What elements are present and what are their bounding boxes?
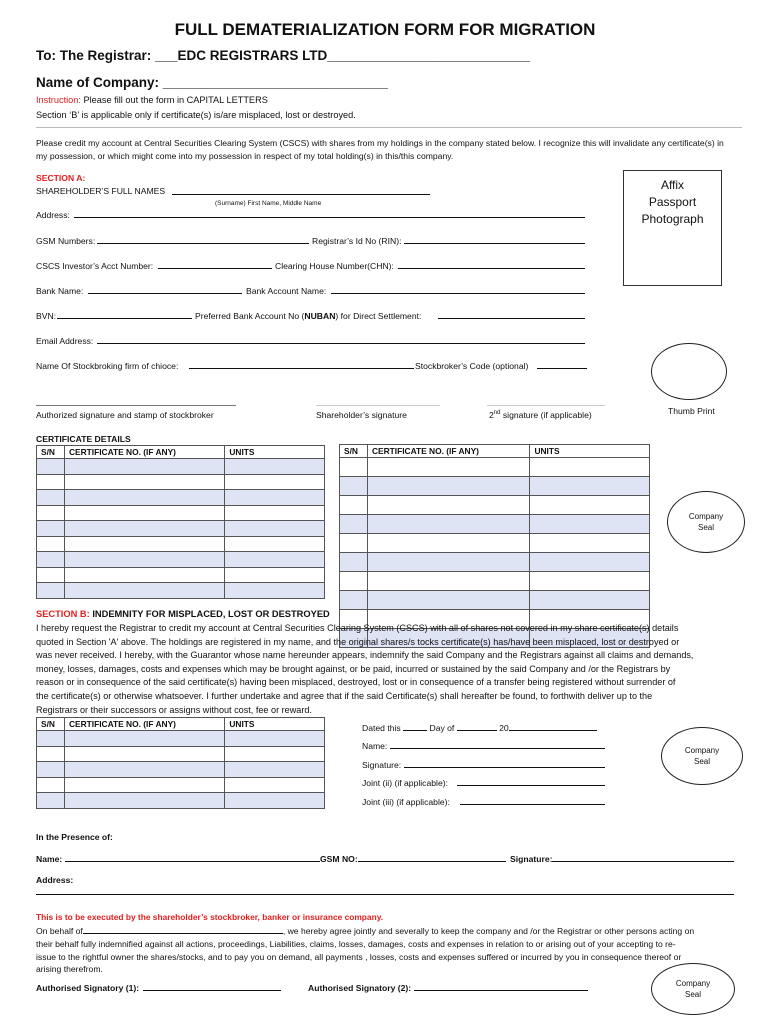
section-b-line: was never received. I hereby, with the Guarantor whose name hereunder appears, indemnify the said Company and the Registrars against all claims and demands, (36, 650, 694, 661)
on-behalf-field[interactable] (83, 924, 283, 934)
second-signature-line[interactable] (487, 405, 605, 406)
table-row[interactable] (37, 777, 325, 793)
seal-line-1: Company (675, 979, 711, 988)
table-row[interactable] (340, 458, 650, 477)
col-certificate-no: CERTIFICATE NO. (IF ANY) (367, 445, 529, 458)
stockbroker-note-line: their behalf fully indemnified against all actions, proceedings, Liabilities, claims, losses, damages, costs and expenses in relation to or arising out of your accepting to re- (36, 938, 676, 949)
section-b-line: I hereby request the Registrar to credit my account at Central Securities Clearing System (CSCS) with all of shares not covered in my share certificate(s) details (36, 623, 679, 633)
instruction-line (36, 95, 268, 105)
photo-line-1: Affix (660, 178, 685, 192)
nuban-bold: NUBAN (304, 311, 336, 321)
table-row[interactable] (340, 534, 650, 553)
presence-gsm-label: GSM NO: (320, 854, 358, 864)
table-row[interactable] (340, 553, 650, 572)
dated-line (362, 721, 597, 733)
presence-name-field[interactable] (65, 852, 320, 862)
on-behalf-label: On behalf of (36, 926, 83, 936)
table-header (37, 718, 325, 731)
photo-line-2: Passport (648, 195, 697, 209)
registrar-line (36, 48, 530, 63)
stockbroker-note-line: issue to the rightful owner the shares/stocks, and to pay you on demand, all payments , losses, costs and expenses suffered or incurred by you in consequence thereof or (36, 951, 682, 962)
registrar-label: To: The Registrar: (36, 48, 152, 63)
company-line (36, 75, 388, 90)
table-row[interactable] (37, 731, 325, 747)
presence-signature-field[interactable] (552, 852, 734, 862)
second-signature-label (489, 410, 592, 420)
col-units: UNITS (530, 445, 650, 458)
col-units: UNITS (225, 718, 325, 731)
presence-name-label: Name: (36, 854, 63, 864)
nuban-pre: Preferred Bank Account No ( (195, 311, 305, 321)
chn-label: Clearing House Number(CHN): (275, 261, 394, 271)
section-a-heading: SECTION A: (36, 173, 86, 183)
bank-name-field[interactable] (88, 284, 242, 294)
bank-account-field[interactable] (331, 284, 585, 294)
bvn-field[interactable] (57, 309, 192, 319)
thumbprint-oval[interactable] (651, 343, 727, 400)
certificate-table-right (339, 444, 650, 648)
table-row[interactable] (37, 552, 325, 568)
col-sn: S/N (340, 445, 368, 458)
section-b-line: the certificate(s) or otherwise whatsoever. I further undertake and agree that if the said Certificate(s) shall hereafter be found, to forthwith deliver up to the (36, 690, 653, 701)
indemnity-signature-label: Signature: (362, 760, 402, 770)
table-row[interactable] (37, 505, 325, 521)
registrar-value[interactable]: ___EDC REGISTRARS LTD___________________________ (155, 48, 531, 63)
presence-gsm-field[interactable] (358, 852, 506, 862)
col-sn: S/N (37, 446, 65, 459)
table-row[interactable] (340, 477, 650, 496)
presence-address-field[interactable] (36, 894, 734, 895)
joint-iii-field[interactable] (460, 795, 605, 805)
rin-label: Registrar’s Id No (RIN): (312, 236, 402, 246)
stockbroker-note-heading: This is to be executed by the shareholder’s stockbroker, banker or insurance company. (36, 912, 384, 922)
col-certificate-no: CERTIFICATE NO. (IF ANY) (64, 446, 224, 459)
cscs-label: CSCS Investor’s Acct Number: (36, 261, 154, 271)
email-label: Email Address: (36, 336, 94, 346)
joint-ii-label: Joint (ii) (if applicable): (362, 778, 448, 788)
dated-month-field[interactable] (457, 721, 497, 731)
shareholder-signature-label: Shareholder’s signature (316, 410, 407, 420)
company-seal-3[interactable] (651, 963, 735, 1015)
stockbroker-signature-label: Authorized signature and stamp of stockbroker (36, 410, 214, 420)
col-units: UNITS (225, 446, 325, 459)
table-row[interactable] (340, 515, 650, 534)
section-b-line: Registrars or their successors or assigns without cost, fee or reward. (36, 704, 312, 715)
joint-ii-field[interactable] (457, 776, 605, 786)
presence-signature-label: Signature: (510, 854, 553, 864)
indemnity-name-label: Name: (362, 741, 388, 751)
table-row[interactable] (37, 567, 325, 583)
table-row[interactable] (37, 762, 325, 778)
section-b-paragraph (36, 622, 746, 717)
table-row[interactable] (37, 521, 325, 537)
form-title: FULL DEMATERIALIZATION FORM FOR MIGRATION (174, 20, 596, 39)
second-signature-num: 2 (489, 410, 494, 420)
stockbroking-label: Name Of Stockbroking firm of chioce: (36, 361, 179, 371)
second-signature-text: signature (if applicable) (500, 410, 592, 420)
nuban-field[interactable] (438, 309, 585, 319)
presence-title: In the Presence of: (36, 832, 113, 842)
cscs-field[interactable] (158, 259, 272, 269)
year-label: 20 (499, 723, 509, 733)
section-b-heading-red: SECTION B: (36, 609, 90, 619)
table-row[interactable] (37, 474, 325, 490)
table-row[interactable] (340, 572, 650, 591)
table-row[interactable] (340, 591, 650, 610)
day-of-label: Day of (429, 723, 455, 733)
nuban-post: ) for Direct Settlement: (335, 311, 422, 321)
instruction-label: Instruction: (36, 95, 81, 105)
company-seal-2[interactable] (661, 727, 743, 785)
table-row[interactable] (37, 536, 325, 552)
table-row[interactable] (340, 496, 650, 515)
stockbroker-note-line: arising therefrom. (36, 964, 103, 975)
stockbroker-note-line (36, 924, 746, 938)
bank-account-label: Bank Account Name: (246, 286, 327, 296)
stockbroker-code-field[interactable] (537, 359, 587, 369)
seal-line-2: Seal (684, 990, 701, 999)
fullnames-label: SHAREHOLDER’S FULL NAMES (36, 186, 166, 196)
gsm-label: GSM Numbers: (36, 236, 96, 246)
rin-field[interactable] (404, 234, 585, 244)
dated-day-field[interactable] (403, 721, 427, 731)
nuban-label (195, 311, 421, 321)
authorised-signatory-2-field[interactable] (414, 981, 588, 991)
table-header (37, 446, 325, 459)
seal-line-2: Seal (693, 757, 710, 766)
second-signature-sup: nd (493, 410, 501, 417)
photo-line-3: Photograph (641, 212, 704, 226)
company-field[interactable]: ______________________________ (162, 75, 389, 90)
company-label: Name of Company: (36, 75, 160, 90)
seal-line-2: Seal (697, 523, 714, 532)
stockbroker-signature-line[interactable] (36, 405, 236, 406)
passport-photo-box[interactable] (623, 170, 722, 286)
col-certificate-no: CERTIFICATE NO. (IF ANY) (64, 718, 224, 731)
col-sn: S/N (37, 718, 65, 731)
instruction-text: Please fill out the form in CAPITAL LETTERS (83, 95, 268, 105)
table-row[interactable] (37, 583, 325, 599)
presence-address-label: Address: (36, 875, 74, 885)
email-field[interactable] (97, 334, 585, 344)
section-b-line: money, losses, damages, costs and expenses which may be brought against, or be paid, incurred or sustained by the said Company and /or the Registrars by (36, 663, 671, 674)
section-b-line: reason or in consequence of the said certificate(s) having been misplaced, destroyed, lost or in consequence of a transfer being registered without surrender of (36, 677, 676, 688)
stockbroking-field[interactable] (189, 359, 414, 369)
company-seal-1[interactable] (667, 491, 745, 553)
dated-label: Dated this (362, 723, 401, 733)
certificate-details-title: CERTIFICATE DETAILS (36, 434, 131, 444)
shareholder-signature-line[interactable] (316, 405, 440, 406)
fullnames-field[interactable] (172, 185, 430, 195)
stockbroker-code-label: Stockbroker’s Code (optional) (415, 361, 529, 371)
seal-line-1: Company (688, 512, 724, 521)
seal-line-1: Company (684, 746, 720, 755)
table-row[interactable] (37, 490, 325, 506)
table-header (340, 445, 650, 458)
section-b-heading-text: INDEMNITY FOR MISPLACED, LOST OR DESTROYED (92, 609, 330, 619)
address-label: Address: (36, 210, 70, 220)
section-b-line: quoted in Section 'A' above. The holdings are registered in my name, and the original shares/s tocks certificate(s) has/have been misplaced, lost or destroyed or (36, 636, 680, 647)
joint-iii-label: Joint (iii) (if applicable): (362, 797, 450, 807)
divider (36, 127, 742, 128)
address-field[interactable] (74, 208, 585, 218)
thumbprint-label: Thumb Print (668, 406, 715, 416)
table-row[interactable] (37, 746, 325, 762)
chn-field[interactable] (398, 259, 585, 269)
fullnames-hint: (Surname) First Name, Middle Name (215, 200, 322, 207)
dated-year-field[interactable] (509, 721, 597, 731)
authorised-signatory-2-label: Authorised Signatory (2): (308, 983, 412, 993)
section-b-note: Section ‘B’ is applicable only if certificate(s) is/are misplaced, lost or destroyed. (36, 110, 356, 120)
bvn-label: BVN: (36, 311, 57, 321)
table-row[interactable] (37, 793, 325, 809)
authorised-signatory-1-field[interactable] (143, 981, 281, 991)
indemnity-certificate-table (36, 717, 325, 809)
gsm-field[interactable] (97, 234, 309, 244)
authorised-signatory-1-label: Authorised Signatory (1): (36, 983, 140, 993)
table-row[interactable] (37, 459, 325, 475)
section-b-heading (36, 609, 330, 619)
intro-paragraph: Please credit my account at Central Securities Clearing System (CSCS) with shares from my holdings in the company stated below. I recognize this will invalidate any certificate(s) in my possession, or which might come into my possession in respect of my total holding(s) in this/this company. (36, 138, 724, 161)
indemnity-signature-field[interactable] (404, 758, 605, 768)
stockbroker-note-paragraph (36, 924, 746, 976)
on-behalf-text: , we hereby agree jointly and severally to keep the company and /or the Registrar or other persons acting on (282, 926, 695, 936)
indemnity-name-field[interactable] (390, 739, 605, 749)
certificate-table-left (36, 445, 325, 599)
bank-name-label: Bank Name: (36, 286, 84, 296)
